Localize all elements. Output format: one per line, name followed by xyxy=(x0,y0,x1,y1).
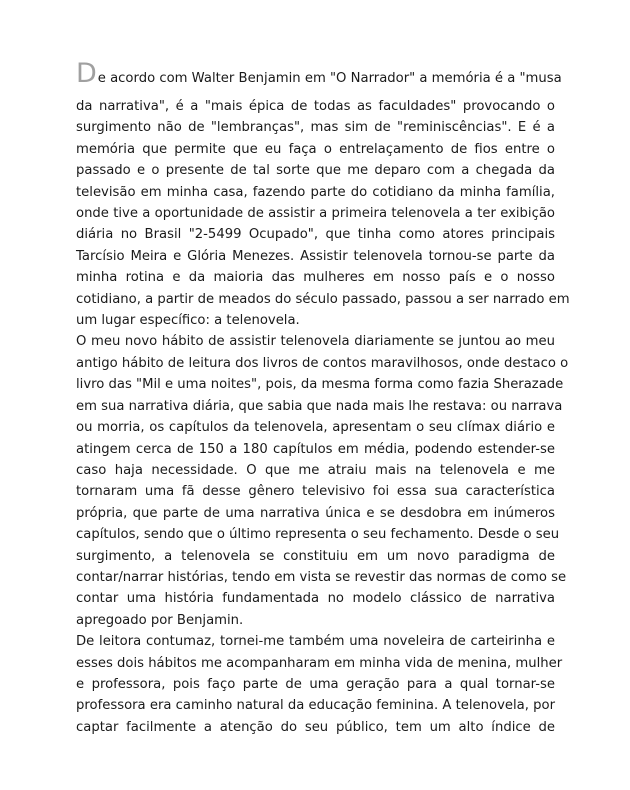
text-line: apregoado por Benjamin. xyxy=(76,612,244,628)
text-line: um lugar específico: a telenovela. xyxy=(76,313,300,329)
text-line: livro das "Mil e uma noites", pois, da mesma forma como fazia Sherazade xyxy=(76,377,564,393)
text-line: capítulos, sendo que o último representa o seu fechamento. Desde o seu xyxy=(76,527,560,543)
text-line: surgimento não de "lembranças", mas sim de "reminiscências". E é a xyxy=(76,120,555,136)
text-line: memória que permite que eu faça o entrelaçamento de fios entre o xyxy=(76,141,555,157)
text-line: própria, que parte de uma narrativa única e se desdobra em inúmeros xyxy=(76,505,555,521)
first-line-text: e acordo com Walter Benjamin em "O Narrador" a memória é a "musa xyxy=(97,71,562,86)
text-line: minha rotina e da maioria das mulheres em nosso país e o nosso xyxy=(76,270,555,286)
text-line: e professora, pois faço parte de uma geração para a qual tornar-se xyxy=(76,676,555,692)
document-body xyxy=(76,52,570,738)
text-line: televisão em minha casa, fazendo parte do cotidiano da minha família, xyxy=(76,184,555,200)
paragraph-2 xyxy=(76,331,569,631)
text-line: contar uma história fundamentada no modelo clássico de narrativa xyxy=(76,591,555,607)
text-line: professora era caminho natural da educação feminina. A telenovela, por xyxy=(76,698,555,714)
text-line: contar/narrar histórias, tendo em vista se revestir das normas de como se xyxy=(76,569,567,585)
text-line: ou morria, os capítulos da telenovela, apresentam o seu clímax diário e xyxy=(76,420,555,436)
text-line: passado e o presente de tal sorte que me deparo com a chegada da xyxy=(76,163,555,179)
text-line: onde tive a oportunidade de assistir a primeira telenovela a ter exibição xyxy=(76,206,555,222)
text-line: esses dois hábitos me acompanharam em minha vida de menina, mulher xyxy=(76,655,563,671)
text-line: captar facilmente a atenção do seu público, tem um alto índice de xyxy=(76,719,555,735)
text-line: De leitora contumaz, tornei-me também uma noveleira de carteirinha e xyxy=(76,634,555,650)
paragraph-3 xyxy=(76,631,563,738)
text-line: antigo hábito de leitura dos livros de contos maravilhosos, onde destaco o xyxy=(76,355,569,371)
text-line: da narrativa", é a "mais épica de todas as faculdades" provocando o xyxy=(76,99,555,114)
paragraph-first-line xyxy=(76,52,562,96)
text-line: Tarcísio Meira e Glória Menezes. Assistir telenovela tornou-se parte da xyxy=(76,248,555,264)
paragraph-1 xyxy=(76,52,570,331)
text-line: diária no Brasil "2-5499 Ocupado", que tinha como atores principais xyxy=(76,227,555,243)
drop-cap-letter: D xyxy=(76,58,97,89)
text-line: atingem cerca de 150 a 180 capítulos em média, podendo estender-se xyxy=(76,441,555,457)
text-line: surgimento, a telenovela se constituiu em um novo paradigma de xyxy=(76,548,555,564)
text-line: caso haja necessidade. O que me atraiu mais na telenovela e me xyxy=(76,462,555,478)
text-line: O meu novo hábito de assistir telenovela diariamente se juntou ao meu xyxy=(76,334,555,350)
text-line: em sua narrativa diária, que sabia que nada mais lhe restava: ou narrava xyxy=(76,398,563,414)
text-line: cotidiano, a partir de meados do século passado, passou a ser narrado em xyxy=(76,291,570,307)
text-line: tornaram uma fã desse gênero televisivo foi essa sua característica xyxy=(76,484,555,500)
